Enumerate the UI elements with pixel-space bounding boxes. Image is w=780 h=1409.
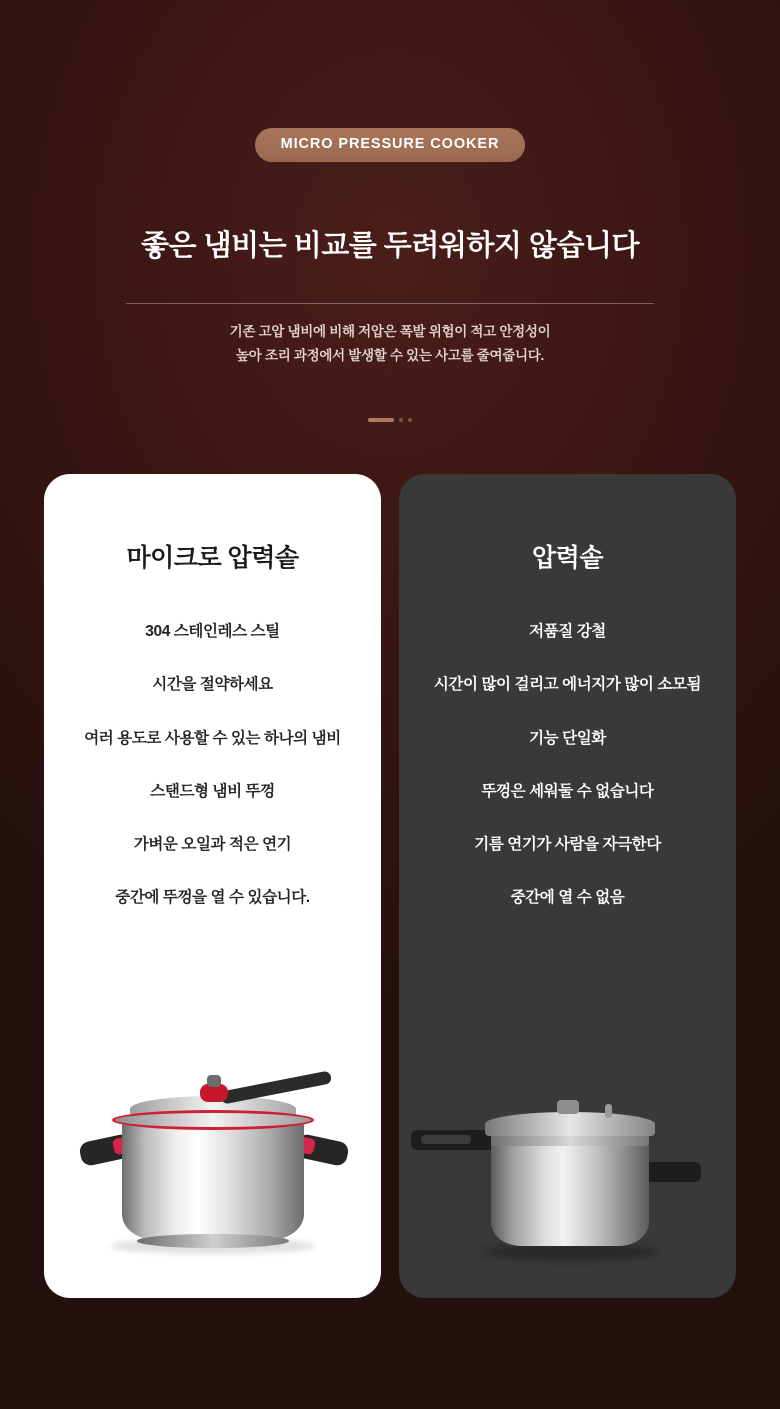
comparison-card-classic bbox=[399, 474, 736, 1298]
list-item: 가벼운 오일과 적은 연기 bbox=[133, 836, 292, 853]
cooker-rim bbox=[112, 1110, 314, 1130]
list-item: 시간을 절약하세요 bbox=[152, 676, 273, 694]
list-item: 기능 단일화 bbox=[529, 729, 606, 747]
hero-subcopy-line2: 높아 조리 과정에서 발생할 수 있는 사고를 줄여줍니다. bbox=[236, 347, 544, 363]
comparison-section bbox=[44, 474, 736, 1298]
cooker-lid bbox=[485, 1112, 655, 1136]
cooker-safety-pin bbox=[605, 1104, 612, 1118]
pager-dot-3[interactable] bbox=[408, 418, 412, 422]
pager-dot-2[interactable] bbox=[399, 418, 403, 422]
list-item: 뚜껑은 세워둘 수 없습니다 bbox=[481, 782, 654, 800]
list-item: 스탠드형 냄비 뚜껑 bbox=[150, 782, 275, 800]
list-item: 기름 연기가 사람을 자극한다 bbox=[474, 836, 661, 853]
list-item: 저품질 강철 bbox=[529, 623, 606, 640]
headline-divider bbox=[126, 303, 654, 304]
comparison-card-micro bbox=[44, 474, 381, 1298]
cooker-pressure-valve bbox=[557, 1100, 579, 1114]
product-image-micro-cooker bbox=[44, 1018, 381, 1298]
hero-badge: MICRO PRESSURE COOKER bbox=[255, 128, 526, 162]
page-title: 좋은 냄비는 비교를 두려워하지 않습니다 bbox=[141, 230, 639, 262]
list-item: 여러 용도로 사용할 수 있는 하나의 냄비 bbox=[84, 729, 341, 747]
product-image-classic-cooker bbox=[399, 1018, 736, 1298]
hero-subcopy bbox=[0, 320, 780, 367]
card-title-classic: 압력솥 bbox=[532, 544, 603, 572]
feature-list-classic bbox=[399, 620, 736, 910]
cooker-handle-right bbox=[643, 1162, 701, 1182]
hero-badge-container bbox=[0, 128, 780, 162]
carousel-pager[interactable] bbox=[0, 418, 780, 422]
card-title-micro: 마이크로 압력솥 bbox=[126, 544, 299, 572]
cooker-body bbox=[122, 1120, 304, 1240]
cooker-top-handle bbox=[220, 1070, 332, 1104]
pager-active-indicator[interactable] bbox=[368, 418, 394, 422]
cooker-pressure-knob bbox=[200, 1084, 228, 1102]
list-item: 중간에 뚜껑을 열 수 있습니다. bbox=[115, 889, 310, 907]
feature-list-micro bbox=[44, 620, 381, 910]
list-item: 304 스테인레스 스틸 bbox=[145, 623, 280, 640]
hero-subcopy-line1: 기존 고압 냄비에 비해 저압은 폭발 위험이 적고 안정성이 bbox=[229, 324, 551, 339]
list-item: 시간이 많이 걸리고 에너지가 많이 소모됨 bbox=[433, 676, 702, 694]
list-item: 중간에 열 수 없음 bbox=[510, 889, 625, 907]
product-shadow bbox=[483, 1244, 659, 1260]
